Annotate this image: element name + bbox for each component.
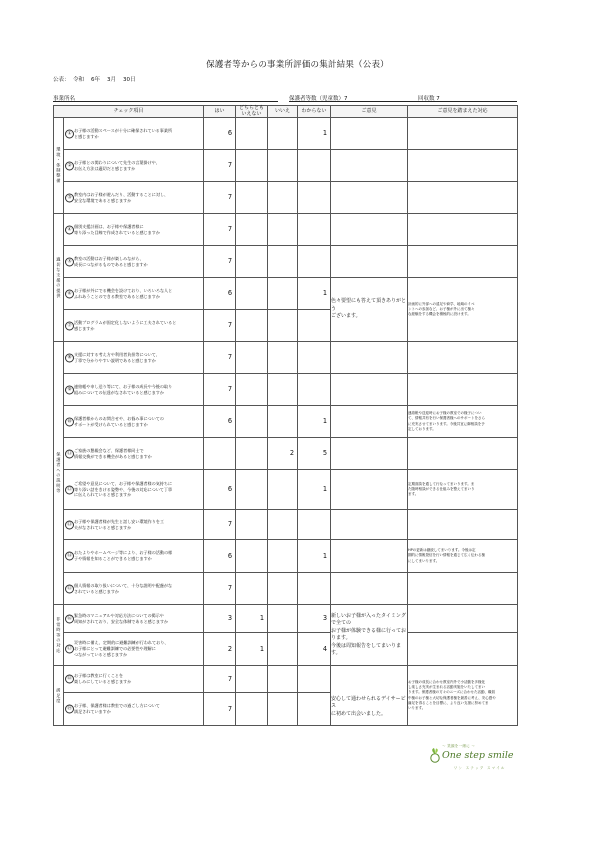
item-question: お子様との関わりについて先生の言葉掛けや、 お伝え方法は適切だと感じますか — [74, 159, 160, 171]
table-row — [54, 510, 518, 540]
count-unknown — [298, 278, 331, 310]
count-yes-value: 7 — [227, 193, 233, 202]
count-unknown — [298, 573, 331, 605]
item-question: お子様や保護者様が先生と話し安い環境作りを工 夫がなされていると感じますか — [74, 518, 165, 530]
count-neither — [236, 666, 268, 693]
item-question: 緊急時のマニュアルや対応方法についての掲示や 周知がされており、安全な体制であると感じますか — [74, 612, 169, 624]
table-row — [54, 540, 518, 573]
office-name-underline — [53, 101, 278, 102]
item-question: ご希望や意見について、お子様や保護者様の気持ちに 寄り添い話をきける姿勢や、今後の対応について丁寧 に伝えられていると感じますか — [74, 480, 173, 498]
check-item — [64, 310, 204, 342]
table-row — [54, 438, 518, 470]
count-yes-value: 6 — [227, 551, 233, 560]
count-no — [268, 150, 298, 182]
logo-tagline: 〜 笑顔を一緒に 〜 — [442, 744, 476, 748]
check-item — [64, 214, 204, 246]
item-number: ⑩ — [65, 417, 74, 426]
item-question: 災害時に備え、定期的に避難訓練が行われており、 お子様にとって避難訓練での必要性や理解に つながっていると感じますか — [74, 640, 169, 657]
count-yes — [204, 605, 236, 633]
count-no — [268, 470, 298, 510]
item-number: ② — [65, 161, 74, 170]
table-row — [54, 573, 518, 605]
count-no — [268, 310, 298, 342]
response-cell — [408, 150, 518, 182]
count-neither-value: 1 — [259, 644, 265, 653]
count-yes — [204, 510, 236, 540]
check-item — [64, 666, 204, 693]
count-yes — [204, 406, 236, 438]
opinion-cell — [331, 214, 408, 246]
count-neither — [236, 438, 268, 470]
count-unknown — [298, 342, 331, 374]
table-row — [54, 605, 518, 633]
check-item — [64, 510, 204, 540]
opinion-cell — [331, 182, 408, 214]
check-item — [64, 693, 204, 726]
response-cell — [408, 182, 518, 214]
count-neither — [236, 540, 268, 573]
response-cell: 定期面談を通して行なってまいります。ま た随時相談ができる仕組みを整えてまいり ます。 — [408, 470, 518, 510]
count-unknown — [298, 666, 331, 693]
check-item — [64, 118, 204, 150]
count-yes-value: 6 — [227, 485, 233, 494]
response-cell: 連絡帳や送迎時にお子様の教室での様子につい て、情報共有を行い保護者様へのサポートをさら に充実させてまいります。今後共宜に御相談を予 定しております。 — [408, 406, 518, 438]
count-yes — [204, 246, 236, 278]
item-question: 教室の活動はお子様が楽しみながら、 成長につながるものであると感じますか — [74, 255, 148, 267]
count-yes — [204, 693, 236, 726]
count-unknown-value: 4 — [322, 644, 328, 653]
count-yes — [204, 438, 236, 470]
item-number: ⑲ — [65, 705, 74, 714]
item-question: 個人情報の取り扱いについて、十分な説明や配慮がな されていると感じますか — [74, 582, 173, 594]
count-yes — [204, 666, 236, 693]
category-label: 環境・体制整備 — [54, 118, 64, 214]
count-unknown — [298, 470, 331, 510]
opinion-cell — [331, 374, 408, 406]
item-number: ⑬ — [65, 520, 74, 529]
count-neither — [236, 310, 268, 342]
count-yes — [204, 470, 236, 510]
header-response: ご意見を踏まえた対応 — [408, 106, 518, 118]
opinion-cell: 安心して通わせられるデイサービス に初めて出会いました。 — [331, 666, 408, 726]
check-item — [64, 470, 204, 510]
evaluation-table — [53, 105, 518, 726]
response-cell — [408, 510, 518, 540]
count-no-value: 2 — [289, 449, 295, 458]
count-yes-value: 7 — [227, 353, 233, 362]
opinion-cell — [331, 540, 408, 573]
check-item — [64, 342, 204, 374]
response-cell — [408, 342, 518, 374]
logo-subtitle: ワン ステップ スマイル — [454, 766, 506, 770]
check-item — [64, 182, 204, 214]
table-row — [54, 374, 518, 406]
count-unknown — [298, 540, 331, 573]
opinion-cell: 新しいお子様が入ったタイミングで全ての お子様が体験できる様に行っております。 今後は周知報告をしてまいります。 — [331, 605, 408, 666]
count-unknown-value: 1 — [322, 129, 328, 138]
opinion-cell — [331, 118, 408, 150]
count-no — [268, 406, 298, 438]
response-cell — [408, 605, 518, 633]
count-no — [268, 246, 298, 278]
table-row — [54, 666, 518, 693]
header-yes: はい — [204, 106, 236, 118]
item-number: ⑯ — [65, 614, 74, 623]
category-label: 保護者への説明等 — [54, 342, 64, 605]
count-yes-value: 7 — [227, 161, 233, 170]
header-unknown: わからない — [298, 106, 331, 118]
count-unknown-value: 1 — [322, 551, 328, 560]
count-unknown-value: 3 — [322, 614, 328, 623]
table-row — [54, 406, 518, 438]
count-neither — [236, 118, 268, 150]
page-title: 保護者等からの事業所評価の集計結果（公表） — [206, 60, 389, 70]
count-yes — [204, 118, 236, 150]
item-number: ⑧ — [65, 353, 74, 362]
count-no — [268, 510, 298, 540]
check-item — [64, 573, 204, 605]
count-yes-value: 7 — [227, 584, 233, 593]
count-unknown — [298, 633, 331, 666]
count-no — [268, 633, 298, 666]
one-step-smile-logo — [428, 744, 514, 780]
count-yes — [204, 278, 236, 310]
item-question: お子様は教室に行くことを 楽しみにしていると感じますか — [74, 673, 132, 684]
check-item — [64, 540, 204, 573]
response-cell — [408, 438, 518, 470]
count-no — [268, 118, 298, 150]
item-number: ⑱ — [65, 675, 74, 684]
item-question: 活動プログラムが固定化しないように工夫されていると 感じますか — [74, 319, 177, 331]
count-neither — [236, 633, 268, 666]
count-neither — [236, 342, 268, 374]
check-item — [64, 605, 204, 633]
table-row — [54, 246, 518, 278]
check-item — [64, 246, 204, 278]
count-yes-value: 7 — [227, 225, 233, 234]
check-item — [64, 150, 204, 182]
count-yes — [204, 633, 236, 666]
item-number: ③ — [65, 193, 74, 202]
item-number: ⑰ — [65, 645, 74, 654]
count-unknown — [298, 310, 331, 342]
count-no — [268, 666, 298, 693]
header-no: いいえ — [268, 106, 298, 118]
count-unknown — [298, 510, 331, 540]
response-cell — [408, 214, 518, 246]
count-yes-value: 6 — [227, 289, 233, 298]
count-unknown — [298, 693, 331, 726]
count-no — [268, 214, 298, 246]
count-neither — [236, 693, 268, 726]
opinion-cell: 色々要望にも答えて頂きありがとう ございます。 — [331, 278, 408, 342]
counts-underline — [289, 101, 517, 102]
count-neither — [236, 214, 268, 246]
count-neither — [236, 246, 268, 278]
response-cell — [408, 573, 518, 605]
count-neither — [236, 573, 268, 605]
count-yes — [204, 374, 236, 406]
item-number: ⑫ — [65, 485, 74, 494]
count-no — [268, 278, 298, 310]
item-number: ⑦ — [65, 321, 74, 330]
check-item — [64, 438, 204, 470]
item-question: おたよりやホームページ等により、お子様の活動の様 子や情報を知ることができると感じますか — [74, 550, 173, 561]
check-item — [64, 406, 204, 438]
count-yes-value: 7 — [227, 674, 233, 683]
count-neither — [236, 605, 268, 633]
count-yes — [204, 342, 236, 374]
count-yes — [204, 150, 236, 182]
item-number: ⑨ — [65, 385, 74, 394]
item-number: ⑥ — [65, 289, 74, 298]
count-no — [268, 540, 298, 573]
table-row — [54, 342, 518, 374]
table-row — [54, 118, 518, 150]
opinion-cell — [331, 406, 408, 438]
count-neither — [236, 470, 268, 510]
count-unknown — [298, 214, 331, 246]
response-cell — [408, 633, 518, 666]
count-unknown — [298, 605, 331, 633]
header-check-items: チェック項目 — [54, 106, 204, 118]
table-row — [54, 278, 518, 310]
opinion-cell — [331, 510, 408, 540]
item-question: お子様の活動スペースが十分に確保されている事業所 と感じますか — [74, 127, 173, 139]
count-yes — [204, 214, 236, 246]
count-neither — [236, 278, 268, 310]
count-yes-value: 7 — [227, 321, 233, 330]
count-unknown-value: 1 — [322, 417, 328, 426]
table-row — [54, 150, 518, 182]
item-question: 保護者様からのお問合せや、お悩み事についての サポートが受けられていると感じますか — [74, 415, 164, 427]
count-unknown — [298, 246, 331, 278]
count-yes-value: 7 — [227, 520, 233, 529]
count-yes — [204, 310, 236, 342]
count-no — [268, 573, 298, 605]
item-question: お子様が外にでる機会を設けており、いろいろな人と ふれあうことのできる教室であると感じますか — [74, 287, 173, 299]
check-item — [64, 633, 204, 666]
category-label: 満足度 — [54, 666, 64, 726]
item-number: ⑤ — [65, 257, 74, 266]
item-question: 支援に対する考え方や利用者負担等について、 丁寧で分かりやすい説明であると感じますか — [74, 351, 160, 363]
table-row — [54, 182, 518, 214]
count-unknown-value: 5 — [322, 449, 328, 458]
item-number: ⑪ — [65, 449, 74, 458]
count-neither-value: 1 — [259, 614, 265, 623]
count-yes — [204, 540, 236, 573]
item-number: ⑮ — [65, 584, 74, 593]
check-item — [64, 374, 204, 406]
count-no — [268, 374, 298, 406]
count-neither — [236, 182, 268, 214]
guardians-count-label: 保護者等数（児童数）7 — [289, 96, 348, 102]
count-yes — [204, 573, 236, 605]
count-unknown — [298, 150, 331, 182]
count-no — [268, 693, 298, 726]
table-header-row — [54, 106, 518, 118]
count-yes-value: 3 — [227, 614, 233, 623]
table-row — [54, 470, 518, 510]
count-unknown — [298, 182, 331, 214]
response-cell: HPの更新は継続してまいります。今後は定 期的に情報発信を行い情報を通じて広く伝わる様 にしてまいります。 — [408, 540, 518, 573]
header-neither: どちらとも いえない — [236, 106, 268, 118]
opinion-cell — [331, 246, 408, 278]
item-number: ① — [65, 129, 74, 138]
response-cell — [408, 374, 518, 406]
response-cell — [408, 118, 518, 150]
logo-wordmark: One step smile — [442, 750, 514, 761]
item-number: ⑭ — [65, 552, 74, 561]
opinion-cell — [331, 470, 408, 510]
count-neither — [236, 406, 268, 438]
header-opinion: ご意見 — [331, 106, 408, 118]
count-neither — [236, 374, 268, 406]
count-unknown — [298, 406, 331, 438]
responses-count-label: 回収数 7 — [418, 96, 440, 102]
count-unknown — [298, 118, 331, 150]
response-cell — [408, 246, 518, 278]
count-yes-value: 6 — [227, 417, 233, 426]
opinion-cell — [331, 573, 408, 605]
count-unknown — [298, 438, 331, 470]
count-yes-value: 7 — [227, 385, 233, 394]
count-neither — [236, 510, 268, 540]
table-row — [54, 214, 518, 246]
table-row — [54, 633, 518, 666]
response-cell: 計画的に外部への遠足や商学、地域のイベ ントへの参加など、お子様が外に出て様々 な経験をする機会を積極的に設けます。 — [408, 278, 518, 342]
count-unknown-value: 1 — [322, 485, 328, 494]
item-question: 連絡帳や申し送り等にて、お子様の成長や今後の取り 組みについての伝達がなされていると感じますか — [74, 383, 173, 395]
category-label: 非常時等の対応 — [54, 605, 64, 666]
count-yes — [204, 182, 236, 214]
count-yes-value: 6 — [227, 129, 233, 138]
opinion-cell — [331, 342, 408, 374]
count-unknown-value: 1 — [322, 289, 328, 298]
office-name-label: 事業所名 — [53, 96, 76, 102]
count-no — [268, 182, 298, 214]
sprout-icon — [428, 747, 442, 763]
count-neither — [236, 150, 268, 182]
count-yes-value: 2 — [227, 644, 233, 653]
response-cell: お子様の成長に合わせ教室内外で小活動を多様化 し楽しさ充実が生まれる活動実施をいたしてまい ります。保護者様の方々のニーズに合わせた活動、職員 中様のお子様と大切な保護者様を最善に考え、安心感や 満足を得ることを目標に、より良い支援に努めてま いります。 — [408, 666, 518, 726]
item-number: ④ — [65, 225, 74, 234]
item-question: 個別支援計画は、お子様や保護者様に 寄り添った目線で作成されていると感じますか — [74, 223, 160, 235]
item-question: お子様、保護者様は教室での過ごし方について 満足されていますか — [74, 703, 160, 714]
publication-date: 公表： 令和 6年 3月 30日 — [53, 77, 136, 83]
count-no — [268, 342, 298, 374]
item-question: 教室内はお子様が遊んだり、活動することに対し、 安全な環境であると感じますか — [74, 191, 169, 203]
count-no — [268, 438, 298, 470]
opinion-cell — [331, 150, 408, 182]
count-no — [268, 605, 298, 633]
opinion-cell — [331, 438, 408, 470]
count-unknown — [298, 374, 331, 406]
check-item — [64, 278, 204, 310]
count-yes-value: 7 — [227, 257, 233, 266]
count-yes-value: 7 — [227, 704, 233, 713]
item-question: ご家族の懇親会など、保護者様同士で 情報交換ができる機会があると感じますか — [74, 447, 152, 459]
category-label: 適切な支援の提供 — [54, 214, 64, 342]
